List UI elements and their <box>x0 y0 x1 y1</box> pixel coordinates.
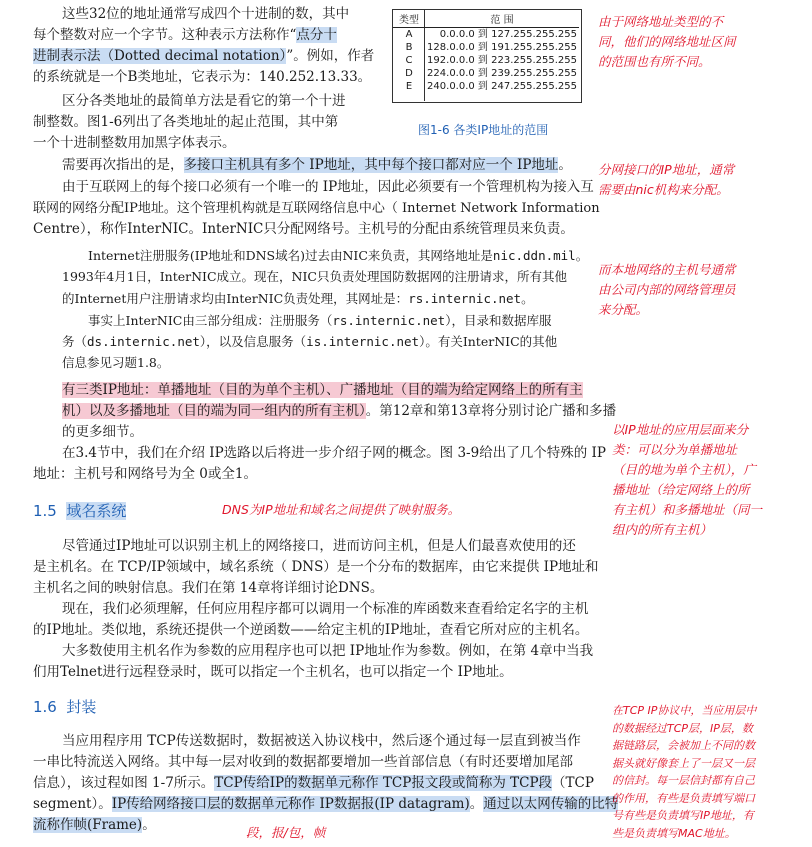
paragraph-line: 大多数使用主机名作为参数的应用程序也可以把 IP地址作为参数。例如，在第 4章中当我 <box>62 643 594 659</box>
paragraph-line: 尽管通过IP地址可以识别主机上的网络接口，进而访问主机，但是人们最喜欢使用的还 <box>62 538 576 554</box>
note-line: 需要由nic机构来分配。 <box>598 182 729 197</box>
paragraph-line: 一个十进制整数用加黑字体表示。 <box>33 135 236 151</box>
paragraph-line: 这些32位的地址通常写成四个十进制的数，其中 <box>62 6 350 22</box>
text: 。第12章和第13章将分别讨论广播和多播 <box>365 403 617 419</box>
note-line: 在TCP IP协议中，当应用层中 <box>612 704 757 717</box>
paragraph-line: 是主机名。在 TCP/IP领域中，域名系统（ DNS）是一个分布的数据库，由它来提供 IP地址和 <box>33 559 599 575</box>
highlight: 点分十 <box>296 27 337 43</box>
table-header-type: 类型 <box>393 10 425 28</box>
table-header-range: 范 围 <box>425 10 579 28</box>
section-heading-1-6 <box>33 696 96 717</box>
paragraph-line <box>88 310 551 331</box>
paragraph-line <box>88 245 588 266</box>
note-line: 的作用，有些是负责填写端口 <box>612 791 755 805</box>
text: 的Internet用户注册请求均由InterNIC负责处理，其网址是： <box>62 291 409 306</box>
note-line: 据头就好像套上了一层又一层 <box>612 756 755 770</box>
note-line: 有主机）和多播地址（同一 <box>612 502 763 517</box>
text: 。 <box>575 248 589 263</box>
text: 务（ <box>62 334 88 349</box>
handwritten-note-dns <box>222 500 460 520</box>
note-line: 的范围也有所不同。 <box>598 54 711 69</box>
paragraph-line: 1993年4月1日，InterNIC成立。现在，NIC只负责处理国防数据网的注册请求，所有其他 <box>62 269 567 284</box>
table-row <box>393 67 579 80</box>
table-cell-type: B <box>405 42 413 53</box>
section-number: 1.5 <box>33 502 57 520</box>
text: ”。例如，作者 <box>286 48 375 64</box>
paragraph-line <box>62 155 572 176</box>
note-line: 播地址（给定网络上的所 <box>612 482 750 497</box>
note-line: 的信封。每一层信封都有自己 <box>612 774 755 787</box>
paragraph-line <box>33 815 156 836</box>
paragraph-line: 区分各类地址的最简单方法是看它的第一个十进 <box>62 93 346 109</box>
text: （TCP <box>552 775 594 791</box>
paragraph-line: 们用Telnet进行远程登录时，既可以指定一个主机名，也可以指定一个 IP地址。 <box>33 664 513 680</box>
table-cell-type: D <box>405 68 413 79</box>
paragraph-line: Centre），称作InterNIC。InterNIC只分配网络号。主机号的分配由系统管理员来负责。 <box>33 221 574 237</box>
table-cell-type: A <box>405 29 413 40</box>
highlight: 有三类IP地址：单播地址（目的为单个主机）、广播地址（目的端为给定网络上的所有主 <box>62 382 583 398</box>
note-line: 类：可以分为单播地址 <box>612 442 738 457</box>
note-line: 同，他们的网络地址区间 <box>598 34 736 49</box>
paragraph-line <box>62 288 534 309</box>
table-row <box>393 54 579 67</box>
note-line: 据链路层，会被加上不同的数 <box>612 739 755 752</box>
paragraph-line: 当应用程序用 TCP传送数据时，数据被送入协议栈中，然后逐个通过每一层直到被当作 <box>62 733 581 749</box>
table-row <box>393 28 579 42</box>
note-line: 号有些是负责填写IP地址，有 <box>612 809 754 822</box>
domain-text: rs.internic.net <box>408 291 522 306</box>
handwritten-note-units <box>246 823 325 843</box>
handwritten-note-address-types <box>612 420 762 540</box>
paragraph-line <box>33 794 618 815</box>
table-cell-range: 192.0.0.0 到 223.255.255.255 <box>427 55 577 66</box>
note-line: （目的地为单个主机），广 <box>612 462 756 477</box>
highlight: TCP传给IP的数据单元称作 TCP报文段或简称为 TCP段 <box>214 775 553 791</box>
note-line: 由公司内部的网络管理员 <box>598 282 736 297</box>
domain-text: nic.ddn.mil <box>492 248 576 263</box>
handwritten-note-interface <box>598 160 734 200</box>
note-line: 的数据经过TCP层，IP层，数 <box>612 721 753 735</box>
handwritten-note-hostid <box>598 260 736 320</box>
section-title: 域名系统 <box>66 502 127 520</box>
text: 每个整数对应一个字节。这种表示方法称作“ <box>33 27 297 43</box>
domain-text: is.internic.net <box>306 334 420 349</box>
highlight: 进制表示法（Dotted decimal notation） <box>33 48 287 64</box>
paragraph-line <box>62 331 557 352</box>
highlight: 多接口主机具有多个 IP地址，其中每个接口都对应一个 IP地址 <box>183 157 559 173</box>
note-line: DNS为IP地址和域名之间提供了映射服务。 <box>222 502 461 517</box>
table-cell-type: C <box>405 55 413 66</box>
paragraph-line <box>62 380 583 401</box>
paragraph-line: 现在，我们必须理解，任何应用程序都可以调用一个标准的库函数来查看给定名字的主机 <box>62 601 589 617</box>
note-line: 组内的所有主机） <box>612 522 713 537</box>
paragraph-line: 由于互联网上的每个接口必须有一个唯一的 IP地址，因此必须要有一个管理机构为接入互 <box>62 179 594 195</box>
highlight: IP传给网络接口层的数据单元称作 IP数据报(IP datagram) <box>111 796 470 812</box>
domain-text: rs.internic.net <box>332 313 446 328</box>
paragraph-line <box>33 46 374 67</box>
table-cell-range: 240.0.0.0 到 247.255.255.255 <box>427 81 577 92</box>
note-line: 由于网络地址类型的不 <box>598 14 724 29</box>
text: ）。有关InterNIC的其他 <box>419 334 558 349</box>
note-line: 而本地网络的主机号通常 <box>598 262 736 277</box>
highlight: 机）以及多播地址（目的端为同一组内的所有主机） <box>62 403 366 419</box>
note-line: 段，报/包，帧 <box>246 825 326 840</box>
paragraph-line: 地址：主机号和网络号为全 0或全1。 <box>33 466 257 482</box>
domain-text: ds.internic.net <box>87 334 200 349</box>
note-line: 分网接口的IP地址，通常 <box>598 162 735 177</box>
text: 需要再次指出的是， <box>62 157 184 173</box>
paragraph-line: 制整数。图1-6列出了各类地址的起止范围，其中第 <box>33 114 339 130</box>
text: 。 <box>469 796 484 812</box>
section-heading-1-5 <box>33 500 126 521</box>
paragraph-line <box>33 773 594 794</box>
note-line: 来分配。 <box>598 302 649 317</box>
paragraph-line: 主机名之间的映射信息。我们在第 14章将详细讨论DNS。 <box>33 580 384 596</box>
text: 信息），该过程如图 1-7所示。 <box>33 775 215 791</box>
table-caption: 图1-6 各类IP地址的范围 <box>418 123 549 137</box>
handwritten-note-encapsulation <box>612 702 756 842</box>
paragraph-line: 信息参见习题1.8。 <box>62 355 170 370</box>
text: 事实上InterNIC由三部分组成：注册服务（ <box>88 313 333 328</box>
table-cell-range: 0.0.0.0 到 127.255.255.255 <box>439 29 577 40</box>
text: 。 <box>142 817 156 833</box>
highlight: 流称作帧(Frame) <box>33 817 143 833</box>
paragraph-line: 联网的网络分配IP地址。这个管理机构就是互联网络信息中心（ Internet Network Information <box>33 201 600 216</box>
table-row <box>393 80 579 93</box>
paragraph-line <box>62 401 616 422</box>
table-cell-range: 224.0.0.0 到 239.255.255.255 <box>427 68 577 79</box>
paragraph-line <box>33 25 337 46</box>
paragraph-line: 的IP地址。类似地，系统还提供一个逆函数——给定主机的IP地址，查看它所对应的主机名。 <box>33 622 589 638</box>
note-line: 些是负责填写MAC地址。 <box>612 826 736 840</box>
text: segment）。 <box>33 796 112 812</box>
paragraph-line: 一串比特流送入网络。其中每一层对收到的数据都要增加一些首部信息（有时还要增加尾部 <box>33 754 573 770</box>
paragraph-line: 的系统就是一个B类地址，它表示为：140.252.13.33。 <box>33 69 372 85</box>
text: 。 <box>521 291 534 306</box>
text: ），以及信息服务（ <box>199 334 307 349</box>
text: 。 <box>558 157 572 173</box>
handwritten-note-table <box>598 12 736 72</box>
paragraph-line: 的更多细节。 <box>62 424 143 440</box>
ip-class-table <box>393 10 579 93</box>
note-line: 以IP地址的应用层面来分 <box>612 422 749 437</box>
table-cell-range: 128.0.0.0 到 191.255.255.255 <box>427 42 577 53</box>
section-title: 封装 <box>66 698 97 716</box>
text: ），目录和数据库服 <box>445 313 552 328</box>
paragraph-line: 在3.4节中，我们在介绍 IP选路以后将进一步介绍子网的概念。图 3-9给出了几个特殊的 IP <box>62 445 606 461</box>
section-number: 1.6 <box>33 698 57 716</box>
text: Internet注册服务(IP地址和DNS域名)过去由NIC来负责，其网络地址是 <box>88 248 493 263</box>
highlight: 通过以太网传输的比特 <box>483 796 619 812</box>
table-cell-type: E <box>405 81 413 92</box>
table-row <box>393 41 579 54</box>
